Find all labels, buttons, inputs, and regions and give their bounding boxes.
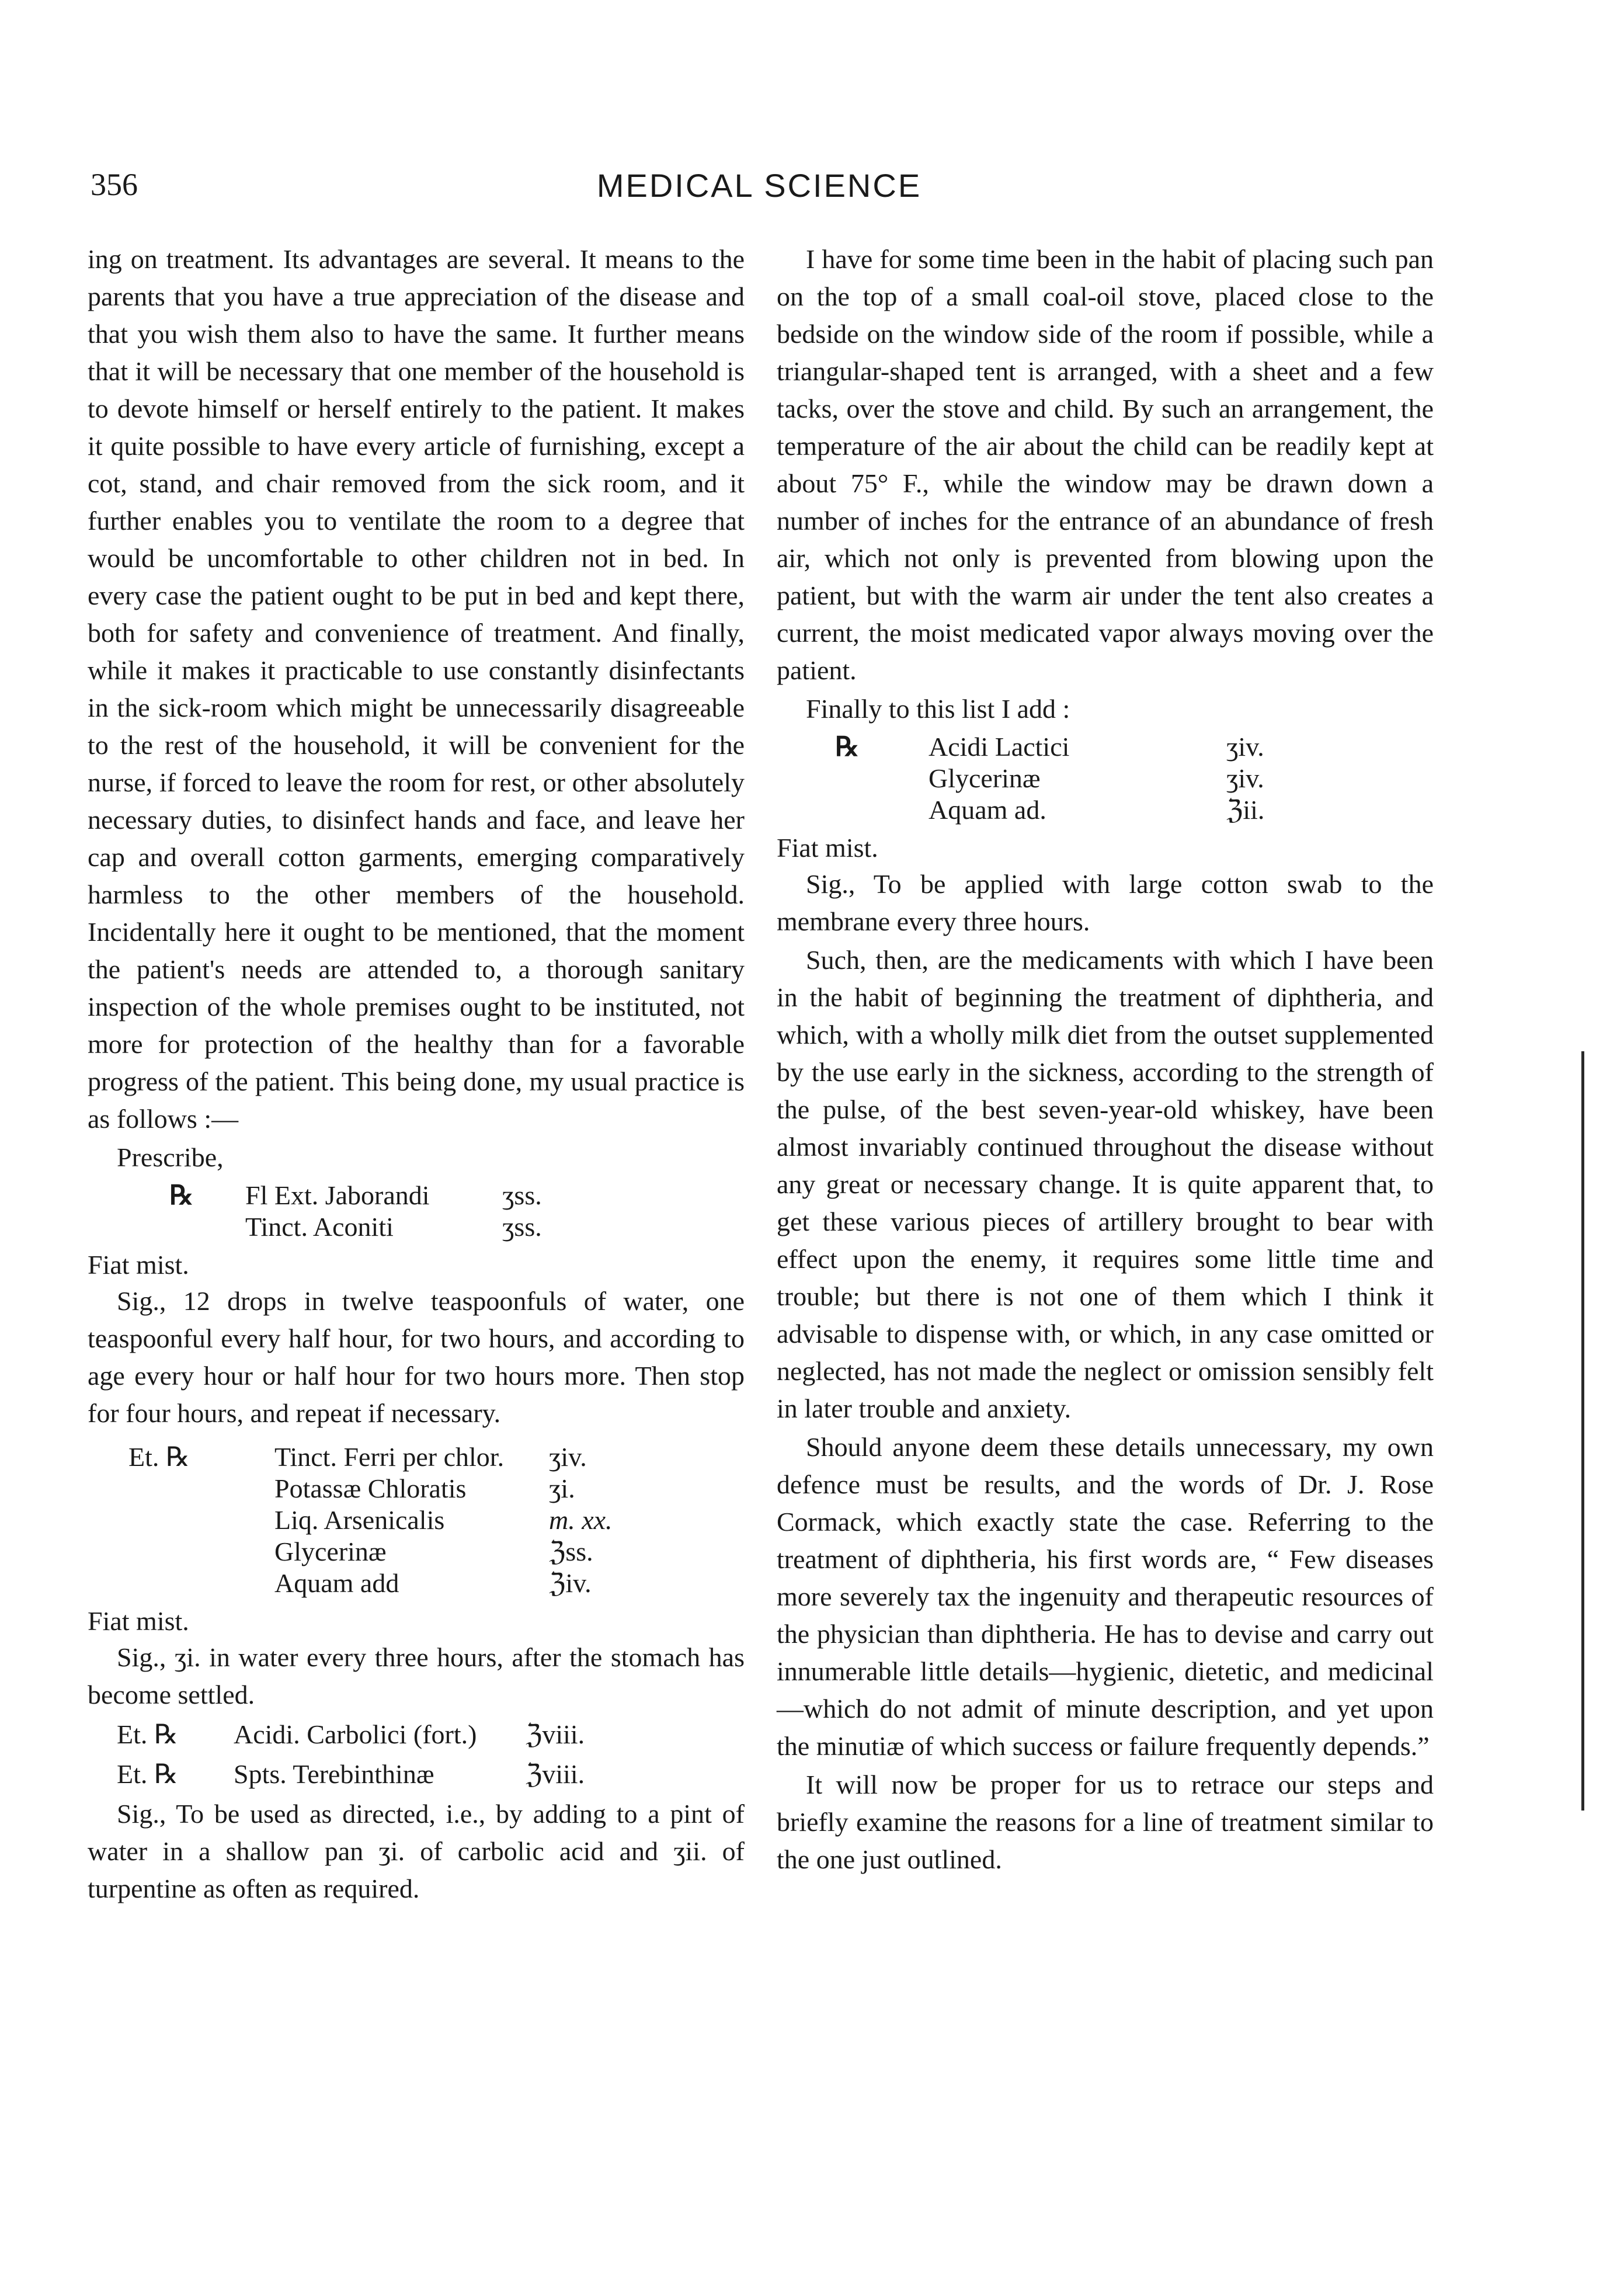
rx-drug: Acidi Lactici [929, 732, 1070, 762]
rx-lead: Et. ℞ [117, 1759, 179, 1789]
running-head: MEDICAL SCIENCE [596, 167, 922, 204]
rx-dose: ℨii. [1226, 795, 1265, 825]
rx-dose: ʒiv. [1226, 732, 1264, 762]
rx-drug: Glycerinæ [929, 763, 1041, 793]
right-paragraph-1: I have for some time been in the habit of placing such pan on the top of a small coal-oil stove, placed close to the bedside on the window side of the room if possible, while a triangular-shaped tent is arranged, with a sheet and a few tacks, over the stove and child. By such an arrangement, the temperature of the air about the child can be readily kept at about 75° F., while the window may be drawn down a number of inches for the entrance of an abundance of fresh air, which not only is prevented from blowing upon the patient, but with the warm air under the tent also creates a current, the moist medicated vapor always moving over the patient. [777, 244, 1434, 685]
right-column [777, 241, 1434, 1879]
rx-dose: ℨiv. [549, 1568, 592, 1598]
prescription-4 [88, 1756, 745, 1793]
fiat-mist-3: Fiat mist. [777, 833, 878, 863]
rx-drug: Aquam ad. [929, 795, 1046, 825]
page-header [91, 166, 1428, 213]
sig-4: Sig., To be applied with large cotton swab to the membrane every three hours. [777, 869, 1434, 936]
rx-drug: Glycerinæ [274, 1537, 387, 1566]
prescription-1 [88, 1180, 745, 1243]
rx-symbol: ℞ [169, 1180, 194, 1210]
rx-drug: Tinct. Ferri per chlor. [274, 1442, 505, 1472]
prescription-3 [88, 1716, 745, 1753]
right-paragraph-2: Finally to this list I add : [806, 694, 1070, 724]
sig-2: Sig., ʒi. in water every three hours, after the stomach has become settled. [88, 1642, 745, 1709]
right-paragraph-4: Should anyone deem these details unnecessary, my own defence must be results, and the words of Dr. J. Rose Cormack, which exactly state the case. Referring to the treatment of diphtheria, his first words are, “ Few diseases more severely tax the ingenuity and therapeutic resources of the physician than diphtheria. He has to devise and carry out innumerable little details—hygienic, dietetic, and medicinal—which do not admit of minute description, and yet upon the minutiæ of which success or failure frequently depends.” [777, 1432, 1434, 1761]
rx-dose: ʒiv. [549, 1442, 587, 1472]
scan-margin-line [1581, 1051, 1584, 1811]
left-column [88, 241, 745, 1909]
rx-drug: Spts. Terebinthinæ [234, 1759, 434, 1789]
rx-dose: ʒi. [549, 1474, 575, 1503]
rx-dose: ℨviii. [526, 1759, 585, 1789]
rx-lead-empty [88, 1536, 274, 1568]
rx-drug: Aquam add [274, 1568, 399, 1598]
rx-dose: ʒss. [502, 1212, 542, 1242]
rx-dose: ʒiv. [1226, 763, 1264, 793]
rx-drug: Liq. Arsenicalis [274, 1505, 445, 1535]
prescription-5 [777, 731, 1434, 826]
rx-lead: Et. ℞ [128, 1442, 190, 1472]
rx-drug: Potassæ Chloratis [274, 1474, 467, 1503]
sig-1: Sig., 12 drops in twelve teaspoonfuls of water, one teaspoonful every half hour, for two hours, and according to age every hour or half hour for two hours more. Then stop for four hours, and repeat if necessary. [88, 1286, 745, 1428]
fiat-mist-2: Fiat mist. [88, 1606, 189, 1636]
page-number: 356 [91, 167, 138, 202]
rx-lead-empty [88, 1504, 274, 1536]
rx-lead-empty [88, 1473, 274, 1504]
prescribe-label: Prescribe, [117, 1142, 224, 1172]
rx-drug: Fl Ext. Jaborandi [245, 1180, 430, 1210]
prescription-2 [88, 1441, 745, 1599]
sig-3: Sig., To be used as directed, i.e., by adding to a pint of water in a shallow pan ʒi. of carbolic acid and ʒii. of turpentine as often as required. [88, 1799, 745, 1903]
rx-lead-empty [777, 763, 929, 794]
rx-dose: ℨss. [549, 1537, 593, 1566]
rx-lead-empty [777, 794, 929, 826]
rx-drug: Acidi. Carbolici (fort.) [234, 1719, 477, 1749]
left-paragraph-1: ing on treatment. Its advantages are several. It means to the parents that you have a true appreciation of the disease and that you wish them also to have the same. It further means that it will be necessary that one member of the household is to devote himself or herself entirely to the patient. It makes it quite possible to have every article of furnishing, except a cot, stand, and chair removed from the sick room, and it further enables you to ventilate the room to a degree that would be uncomfortable to other children not in bed. In every case the patient ought to be put in bed and kept there, both for safety and convenience of treatment. And finally, while it makes it practicable to use constantly disinfectants in the sick-room which might be unnecessarily disagreeable to the rest of the household, it will be convenient for the nurse, if forced to leave the room for rest, or other absolutely necessary duties, to disinfect hands and face, and leave her cap and overall cotton garments, emerging comparatively harmless to the other members of the household. Incidentally here it ought to be mentioned, that the moment the patient's needs are attended to, a thorough sanitary inspection of the whole premises ought to be instituted, not more for protection of the healthy than for a favorable progress of the patient. This being done, my usual practice is as follows :— [88, 244, 745, 1134]
rx-lead: Et. ℞ [117, 1719, 179, 1749]
rx-symbol: ℞ [835, 732, 860, 762]
right-paragraph-5: It will now be proper for us to retrace our steps and briefly examine the reasons for a line of treatment similar to the one just outlined. [777, 1770, 1434, 1874]
rx-drug: Tinct. Aconiti [245, 1212, 394, 1242]
rx-lead-empty [88, 1568, 274, 1599]
rx-dose: ʒss. [502, 1180, 542, 1210]
right-paragraph-3: Such, then, are the medicaments with which I have been in the habit of beginning the treatment of diphtheria, and which, with a wholly milk diet from the outset supplemented by the use early in the sickness, according to the strength of the pulse, of the best seven-year-old whiskey, have been almost invariably continued throughout the disease without any great or necessary change. It is quite apparent that, to get these various pieces of artillery brought to bear with effect upon the enemy, it requires some little time and trouble; but there is not one of them which I think it advisable to dispense with, or which, in any case omitted or neglected, has not made the neglect or omission sensibly felt in later trouble and anxiety. [777, 945, 1434, 1423]
rx-dose: m. xx. [549, 1505, 613, 1535]
fiat-mist-1: Fiat mist. [88, 1250, 189, 1280]
rx-dose: ℨviii. [526, 1719, 585, 1749]
rx-lead-empty [88, 1211, 245, 1243]
